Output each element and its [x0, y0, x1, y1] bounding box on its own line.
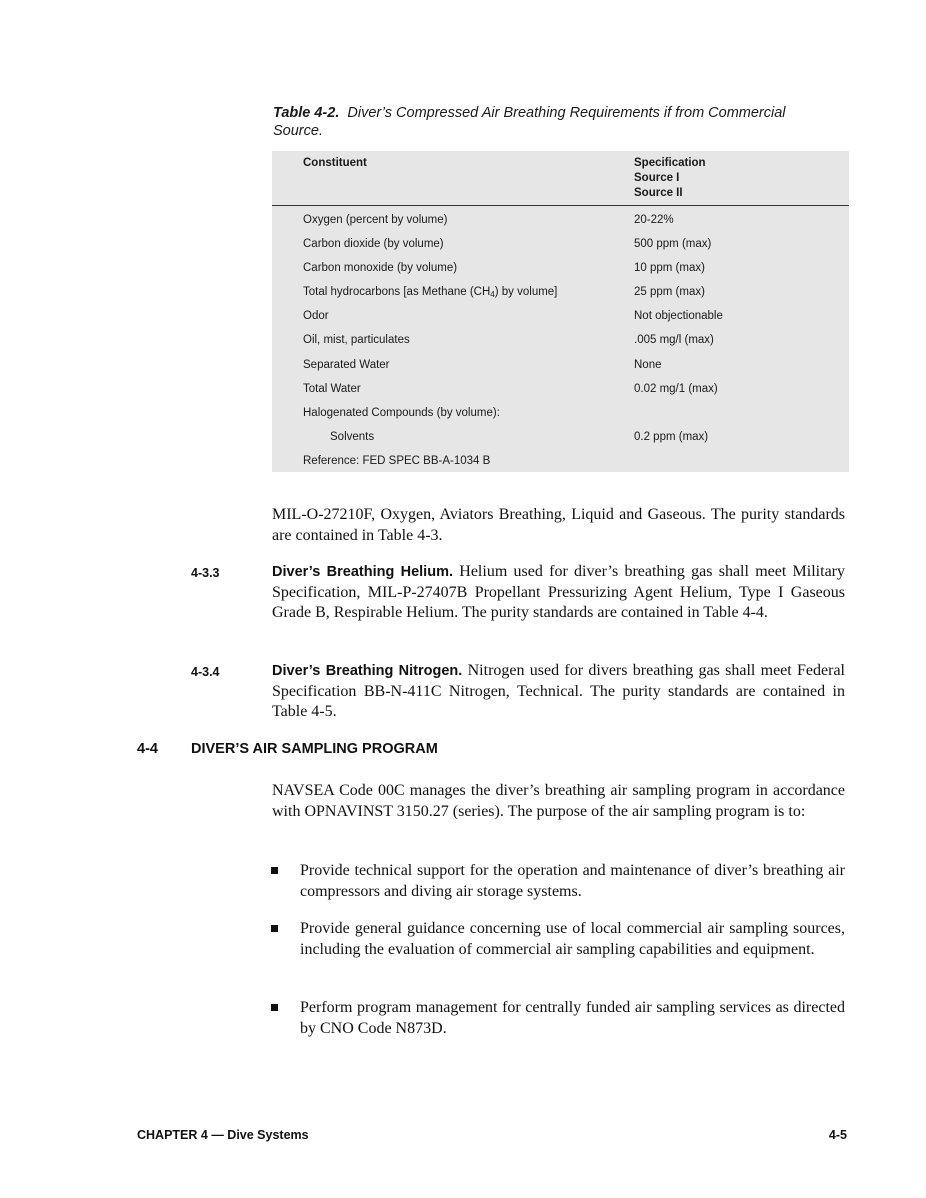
footer-chapter: CHAPTER 4 — Dive Systems	[137, 1128, 309, 1142]
header-spec-line: Source I	[634, 172, 680, 184]
section-number: 4-3.4	[191, 665, 220, 679]
row-constituent	[303, 284, 557, 300]
header-spec-line: Source II	[634, 187, 683, 199]
section-number: 4-3.3	[191, 566, 220, 580]
table-row	[272, 208, 849, 232]
header-specification	[634, 156, 706, 201]
row-constituent: Oil, mist, particulates	[303, 334, 410, 346]
air-requirements-table	[272, 151, 849, 472]
list-item: Provide general guidance concerning use of local commercial air sampling sources, including the evaluation of commercial air sampling capabilities and equipment.	[300, 920, 845, 958]
row-value: 10 ppm (max)	[634, 262, 705, 274]
table-row	[272, 280, 849, 304]
row-value: 0.02 mg/1 (max)	[634, 383, 718, 395]
row-value: 0.2 ppm (max)	[634, 431, 709, 443]
table-row	[272, 377, 849, 401]
table-label: Table 4-2.	[273, 105, 340, 121]
header-spec-line: Specification	[634, 157, 706, 169]
row-value: 25 ppm (max)	[634, 286, 705, 298]
heading-title: DIVER’S AIR SAMPLING PROGRAM	[191, 741, 438, 757]
row-value: 20-22%	[634, 214, 674, 226]
sampling-intro: NAVSEA Code 00C manages the diver’s breathing air sampling program in accordance with OPNAVINST 3150.27 (series). The purpose of the air sampling program is to:	[272, 782, 845, 820]
list-item: Provide technical support for the operation and maintenance of diver’s breathing air compressors and diving air storage systems.	[300, 862, 845, 900]
section-title: Diver’s Breathing Nitrogen.	[272, 663, 463, 679]
row-constituent: Halogenated Compounds (by volume):	[303, 407, 500, 419]
row-constituent: Carbon dioxide (by volume)	[303, 238, 444, 250]
row-constituent: Odor	[303, 310, 329, 322]
table-row	[272, 328, 849, 352]
section-text: Helium used for diver’s breathing gas shall meet Military Specification, MIL-P-27407B Propellant Pressurizing Agent Helium, Type I Gaseous Grade B, Respirable Helium. The purity standards are contained in Table 4-4.	[272, 563, 845, 621]
footer-page-number: 4-5	[828, 1128, 847, 1142]
row-constituent: Solvents	[330, 431, 375, 443]
table-row	[272, 256, 849, 280]
list-item: Perform program management for centrally funded air sampling services as directed by CNO Code N873D.	[300, 999, 845, 1037]
table-row	[272, 449, 849, 473]
row-constituent: Total Water	[303, 383, 361, 395]
table-row	[272, 232, 849, 256]
table-row	[272, 401, 849, 425]
row-constituent: Separated Water	[303, 359, 390, 371]
section-nitrogen	[272, 661, 845, 723]
table-title: Diver’s Compressed Air Breathing Requirements if from Commercial Source.	[273, 105, 786, 139]
intro-paragraph: MIL-O-27210F, Oxygen, Aviators Breathing, Liquid and Gaseous. The purity standards are contained in Table 4-3.	[272, 506, 845, 544]
row-constituent-sub: 4	[490, 290, 495, 299]
section-title: Diver’s Breathing Helium.	[272, 564, 453, 580]
section-helium	[272, 562, 845, 624]
row-constituent: Carbon monoxide (by volume)	[303, 262, 458, 274]
row-constituent: Oxygen (percent by volume)	[303, 214, 448, 226]
table-caption	[273, 104, 833, 140]
row-constituent-post: ) by volume]	[494, 286, 558, 298]
bullet-square-icon	[271, 920, 281, 930]
row-constituent-pre: Total hydrocarbons [as Methane (CH	[303, 286, 491, 298]
table-row	[272, 425, 849, 449]
heading-number: 4-4	[137, 741, 158, 757]
bullet-square-icon	[271, 862, 281, 872]
table-header	[272, 151, 849, 206]
table-row	[272, 353, 849, 377]
row-value: None	[634, 359, 662, 371]
table-reference: Reference: FED SPEC BB-A-1034 B	[303, 455, 491, 467]
header-constituent: Constituent	[303, 157, 367, 169]
row-value: 500 ppm (max)	[634, 238, 712, 250]
row-value: Not objectionable	[634, 310, 723, 322]
row-value: .005 mg/l (max)	[634, 334, 714, 346]
bullet-square-icon	[271, 999, 281, 1009]
section-text: Nitrogen used for divers breathing gas shall meet Federal Specification BB-N-411C Nitrogen, Technical. The purity standards are contained in Table 4-5.	[272, 662, 845, 720]
table-row	[272, 304, 849, 328]
